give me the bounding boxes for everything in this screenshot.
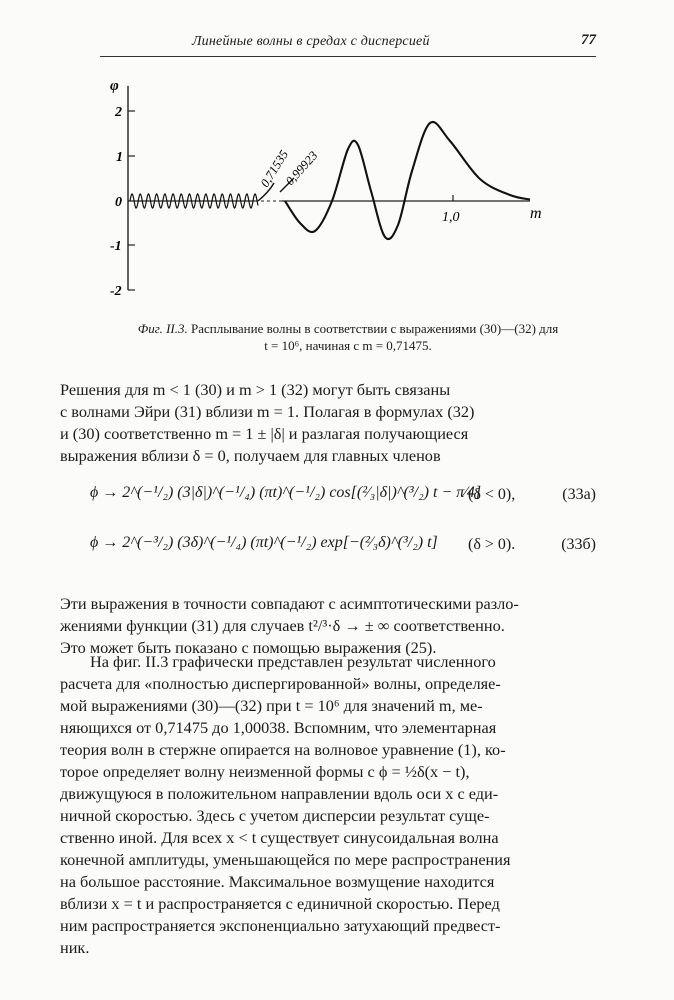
equation-number: (33а): [562, 486, 596, 503]
y-tick-label-2: 2: [115, 105, 122, 120]
text-line: ник.: [60, 938, 90, 957]
equation-number: (33б): [561, 536, 596, 553]
text-line: Это может быть показано с помощью выражения (25).: [60, 638, 437, 657]
text-line: мой выражениями (30)—(32) при t = 10⁶ для значений m, ме-: [60, 696, 483, 715]
y-tick-label-1: 1: [116, 150, 123, 165]
equation-condition: (δ < 0),: [468, 486, 516, 503]
running-title: Линейные волны в средах с дисперсией: [192, 34, 430, 49]
equation-33b: [90, 528, 596, 570]
text-line: на большое расстояние. Максимальное возмущение находится: [60, 872, 495, 891]
text-line: На фиг. II.3 графически представлен результат численного: [90, 652, 496, 671]
text-line: вблизи x = t и распространяется с единичной скоростью. Перед: [60, 894, 500, 913]
text-line: жениями функции (31) для случаев t²/³·δ → ± ∞ соответственно.: [60, 616, 505, 635]
caption-line-2: t = 10⁶, начиная с m = 0,71475.: [264, 338, 432, 353]
text-line: с волнами Эйри (31) вблизи m = 1. Полагая в формулах (32): [60, 402, 475, 421]
main-wave-curve: [282, 122, 530, 239]
text-line: расчета для «полностью диспергированной» волны, определяе-: [60, 674, 501, 693]
text-line: ственно иной. Для всех x < t существует синусоидальная волна: [60, 828, 499, 847]
page-number: 77: [581, 32, 596, 48]
y-tick-label-0: 0: [115, 195, 122, 210]
paragraph-2: [60, 593, 594, 659]
paragraph-1: [60, 379, 594, 467]
y-tick-label-minus2: -2: [110, 284, 122, 299]
text-line: движущуюся в положительном направлении вдоль оси x с еди-: [60, 784, 499, 803]
equation-33a: [90, 478, 596, 520]
text-line: Эти выражения в точности совпадают с асимптотическими разло-: [60, 594, 519, 613]
x-axis-label: m: [530, 205, 542, 222]
running-header: [100, 34, 596, 57]
text-line: теория волн в стержне опирается на волновое уравнение (1), ко-: [60, 740, 506, 759]
equation-condition: (δ > 0).: [468, 536, 516, 553]
annotation-0-99923: 0,99923: [282, 148, 321, 189]
x-tick-label-1-0: 1,0: [442, 210, 460, 225]
text-line: и (30) соответственно m = 1 ± |δ| и разлагая получающиеся: [60, 424, 469, 443]
equation-formula: ϕ → 2^(−³/₂) (3δ)^(−¹/₄) (πt)^(−¹/₂) exp[−(²⁄₃δ)^(³/₂) t]: [90, 534, 438, 551]
text-line: торое определяет волну неизменной формы с ϕ = ½δ(x − t),: [60, 762, 470, 781]
text-line: Решения для m < 1 (30) и m > 1 (32) могут быть связаны: [60, 380, 451, 399]
text-line: выражения вблизи δ = 0, получаем для главных членов: [60, 446, 441, 465]
caption-line-1: Расплывание волны в соответствии с выражениями (30)—(32) для: [191, 321, 559, 336]
text-line: ним распространяется экспоненциально затухающий предвест-: [60, 916, 501, 935]
y-axis-label: φ: [110, 78, 119, 94]
y-tick-label-minus1: -1: [110, 239, 122, 254]
text-line: няющихся от 0,71475 до 1,00038. Вспомним, что элементарная: [60, 718, 497, 737]
wave-figure: [60, 68, 600, 323]
equation-formula: ϕ → 2^(−¹/₂) (3|δ|)^(−¹/₄) (πt)^(−¹/₂) cos[(²⁄₃|δ|)^(³/₂) t − π⁄4]: [90, 484, 482, 501]
paragraph-3: [60, 651, 594, 959]
caption-label: Фиг. II.3.: [137, 321, 188, 336]
annotation-0-71535: 0,71535: [257, 147, 292, 190]
text-line: конечной амплитуды, уменьшающейся по мере распространения: [60, 850, 511, 869]
text-line: ничной скоростью. Здесь с учетом дисперсии результат суще-: [60, 806, 490, 825]
figure-caption: [100, 320, 596, 354]
